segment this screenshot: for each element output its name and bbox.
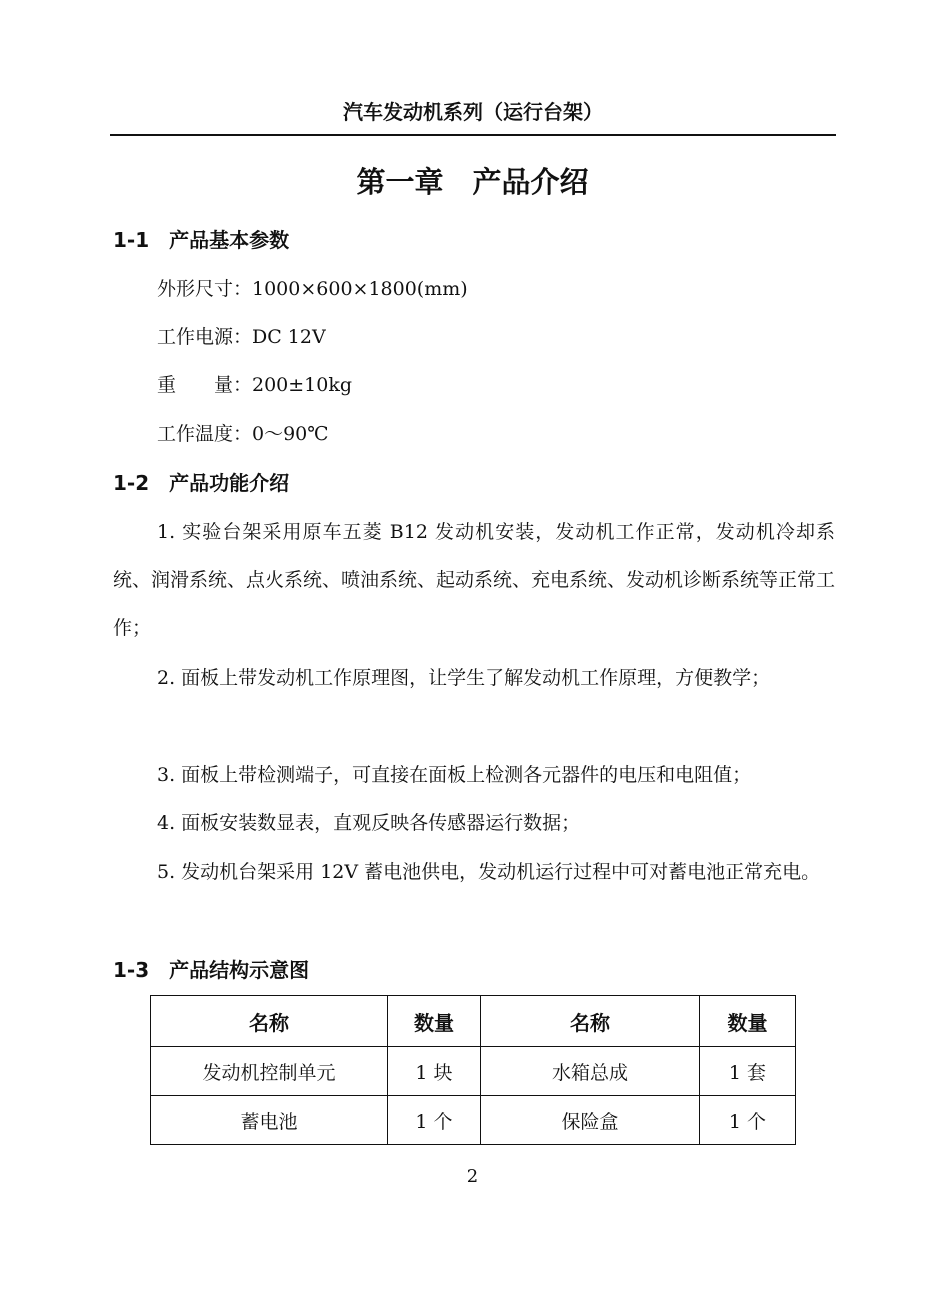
param-temperature: 工作温度：0～90℃ xyxy=(157,423,329,445)
page-number: 2 xyxy=(466,1166,479,1187)
parts-table xyxy=(150,995,796,1145)
table-cell: 蓄电池 xyxy=(151,1096,388,1145)
table-header-cell: 名称 xyxy=(151,996,388,1047)
table-cell: 发动机控制单元 xyxy=(151,1047,388,1096)
section-heading-1-1: 1-1 产品基本参数 xyxy=(113,228,290,252)
table-cell: 保险盒 xyxy=(481,1096,700,1145)
param-dimensions: 外形尺寸：1000×600×1800(mm) xyxy=(157,278,468,300)
function-paragraph-2: 2. 面板上带发动机工作原理图，让学生了解发动机工作原理，方便教学； xyxy=(157,667,771,689)
running-header: 汽车发动机系列（运行台架） xyxy=(110,96,836,136)
table-row xyxy=(151,1096,796,1145)
table-cell: 1 个 xyxy=(700,1096,796,1145)
function-paragraph-1: 1. 实验台架采用原车五菱 B12 发动机安装，发动机工作正常，发动机冷却系统、润滑系统、点火系统、喷油系统、起动系统、充电系统、发动机诊断系统等正常工作； xyxy=(113,521,836,639)
table-cell: 水箱总成 xyxy=(481,1047,700,1096)
table-header-cell: 数量 xyxy=(700,996,796,1047)
section-heading-1-2: 1-2 产品功能介绍 xyxy=(113,471,290,495)
table-cell: 1 块 xyxy=(388,1047,481,1096)
table-cell: 1 个 xyxy=(388,1096,481,1145)
table-header-cell: 数量 xyxy=(388,996,481,1047)
param-weight: 重 量：200±10kg xyxy=(157,374,353,396)
function-paragraph-4: 4. 面板安装数显表，直观反映各传感器运行数据； xyxy=(157,812,581,834)
function-paragraph-5: 5. 发动机台架采用 12V 蓄电池供电，发动机运行过程中可对蓄电池正常充电。 xyxy=(157,861,821,883)
chapter-title: 第一章 产品介绍 xyxy=(356,165,589,199)
table-header-row xyxy=(151,996,796,1047)
function-paragraph-3: 3. 面板上带检测端子，可直接在面板上检测各元器件的电压和电阻值； xyxy=(157,764,752,786)
section-heading-1-3: 1-3 产品结构示意图 xyxy=(113,958,310,982)
table-row xyxy=(151,1047,796,1096)
table-cell: 1 套 xyxy=(700,1047,796,1096)
table-header-cell: 名称 xyxy=(481,996,700,1047)
param-power-supply: 工作电源：DC 12V xyxy=(157,326,326,348)
